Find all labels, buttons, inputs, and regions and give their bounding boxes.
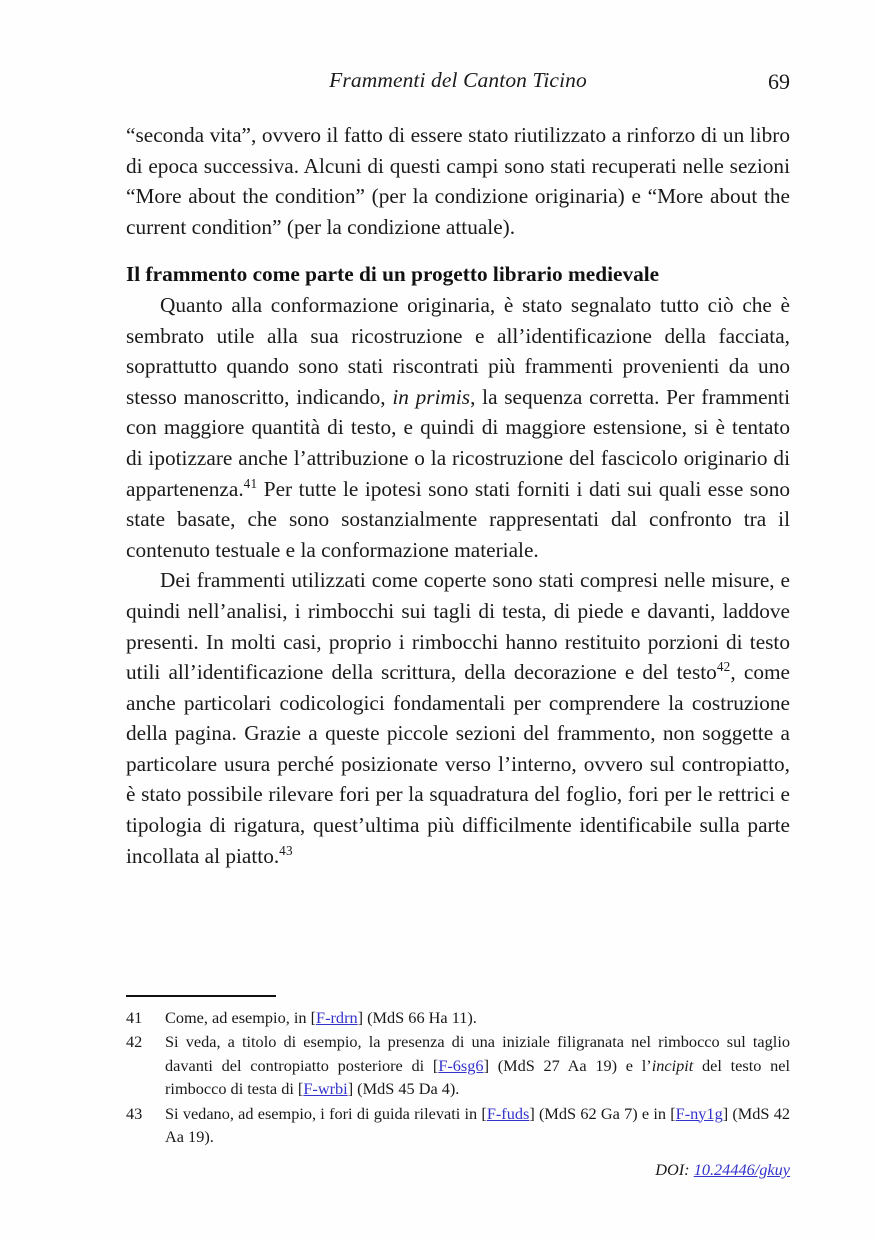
- fragment-link-f-rdrn[interactable]: F-rdrn: [316, 1008, 358, 1027]
- footnote-42-text-d: ] (MdS 45 Da 4).: [347, 1079, 460, 1099]
- doi-label: DOI:: [655, 1160, 694, 1179]
- footnote-41: [126, 1006, 790, 1029]
- footnote-area: [126, 995, 790, 1149]
- footnote-number-42: 42: [126, 1032, 143, 1052]
- doi-line: [655, 1160, 790, 1180]
- paragraph-2-italic-phrase: in primis: [392, 384, 471, 409]
- footnote-43-text-a: Si vedano, ad esempio, i fori di guida rilevati in [: [165, 1103, 487, 1123]
- page-number: 69: [768, 69, 790, 94]
- paragraph-3-text-b: , come anche particolari codicologici fondamentali per comprendere la costruzione della pagina. Grazie a queste piccole sezioni del frammento, non soggette a particolare usura perché posizionate verso l’interno, ovvero sul contropiatto, è stato possibile rilevare fori per la squadratura del foglio, fori per le rettrici e tipologia di rigatura, quest’ultima più difficilmente identificabile sulla parte incollata al piatto.: [126, 660, 790, 868]
- footnote-ref-42[interactable]: 42: [716, 659, 731, 674]
- footnote-number-43: 43: [126, 1103, 143, 1123]
- footnote-ref-43[interactable]: 43: [279, 842, 293, 858]
- footnote-42-text-b: ] (MdS 27 Aa 19) e l’: [483, 1055, 652, 1075]
- footnote-42-italic-word: incipit: [651, 1055, 694, 1075]
- fragment-link-f-wrbi[interactable]: F-wrbi: [303, 1079, 348, 1099]
- footnote-42-text-a: Si veda, a titolo di esempio, la presenza di una iniziale filigranata nel rimbocco sul taglio davanti del contropiatto posteriore di [: [165, 1032, 790, 1075]
- body-text-column: [126, 120, 790, 871]
- paragraph-3-text-a: Dei frammenti utilizzati come coperte sono stati compresi nelle misure, e quindi nell’analisi, i rimbocchi sui tagli di testa, di piede e davanti, laddove presenti. In molti casi, proprio i rimbocchi hanno restituito porzioni di testo utili all’identificazione della scrittura, della decorazione e del testo: [126, 568, 790, 685]
- running-head-title: Frammenti del Canton Ticino: [329, 68, 587, 92]
- paragraph-2-text-b: , la sequenza corretta. Per frammenti con maggiore quantità di testo, e quindi di maggiore estensione, si è tentato di ipotizzare anche l’attribuzione o la ricostruzione del fascicolo originario di appartenenza.: [126, 384, 791, 501]
- footnote-42-text-c: del testo nel rimbocco di testa di [: [165, 1055, 791, 1099]
- fragment-link-f-fuds[interactable]: F-fuds: [486, 1103, 530, 1123]
- footnote-number-41: 41: [126, 1008, 143, 1027]
- footnote-41-text-a: Come, ad esempio, in [: [165, 1008, 317, 1027]
- paragraph-1-text: “seconda vita”, ovvero il fatto di essere stato riutilizzato a rinforzo di un libro di epoca successiva. Alcuni di questi campi sono stati recuperati nelle sezioni “More about the condition” (per la condizione originaria) e “More about the current condition” (per la condizione attuale).: [126, 123, 790, 239]
- section-heading: Il frammento come parte di un progetto librario medievale: [126, 262, 660, 287]
- paragraph-2: [126, 290, 790, 565]
- fragment-link-f-ny1g[interactable]: F-ny1g: [675, 1103, 723, 1123]
- footnote-41-text-b: ] (MdS 66 Ha 11).: [357, 1008, 477, 1027]
- footnote-43: [126, 1102, 790, 1149]
- paragraph-continued: [126, 120, 790, 242]
- fragment-link-f-6sg6[interactable]: F-6sg6: [438, 1055, 484, 1075]
- footnote-42: [126, 1030, 790, 1100]
- doi-link[interactable]: 10.24446/gkuy: [693, 1160, 790, 1179]
- running-head: [126, 68, 790, 96]
- footnote-ref-41[interactable]: 41: [243, 475, 258, 491]
- footnote-separator-rule: [126, 995, 276, 997]
- footnote-43-text-c: ] (MdS 42 Aa 19).: [165, 1103, 790, 1147]
- paragraph-2-text-a: Quanto alla conformazione originaria, è stato segnalato tutto ciò che è sembrato utile alla sua ricostruzione e all’identificazione della facciata, soprattutto quando sono stati riscontrati più frammenti provenienti da uno stesso manoscritto, indicando,: [126, 292, 790, 409]
- paragraph-2-text-c: Per tutte le ipotesi sono stati forniti i dati sui quali esse sono state basate, che sono sostanzialmente rappresentati dal confronto tra il contenuto testuale e la conformazione materiale.: [126, 476, 790, 562]
- footnote-43-text-b: ] (MdS 62 Ga 7) e in [: [529, 1103, 676, 1123]
- paragraph-3: [126, 565, 790, 871]
